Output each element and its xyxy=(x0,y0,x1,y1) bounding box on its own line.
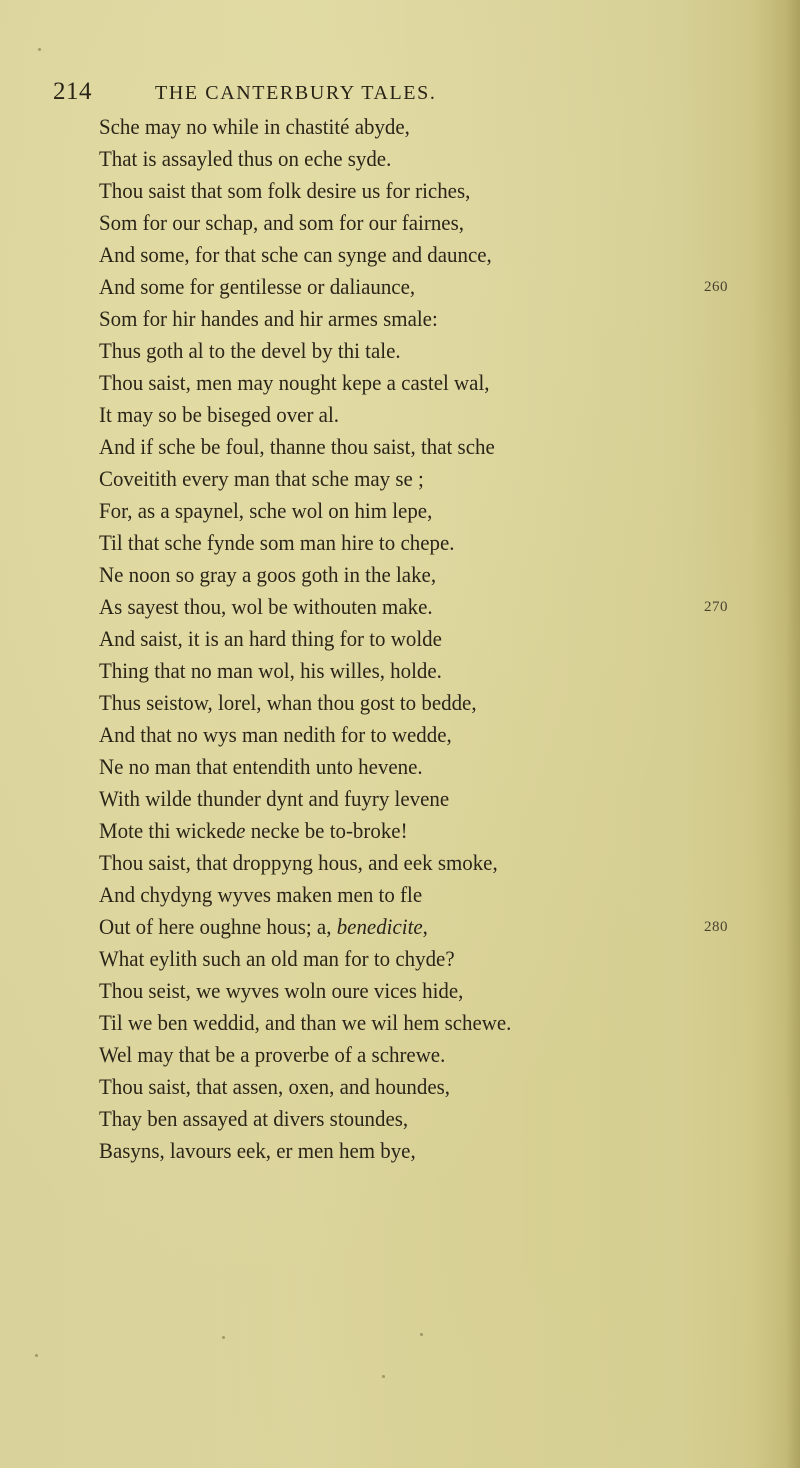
verse-text: Ne no man that entendith unto hevene. xyxy=(99,754,423,779)
verse-line xyxy=(99,303,779,335)
paper-speck xyxy=(382,1375,385,1378)
verse-line xyxy=(99,175,779,207)
verse-line xyxy=(99,655,779,687)
verse-line xyxy=(99,687,779,719)
verse-text: Thay ben assayed at divers stoundes, xyxy=(99,1106,409,1131)
verse-line xyxy=(99,943,779,975)
line-number: 260 xyxy=(704,279,728,295)
verse-line xyxy=(99,271,779,303)
verse-line xyxy=(99,399,779,431)
verse-text: For, as a spaynel, sche wol on him lepe, xyxy=(99,498,433,523)
verse-text: Som for hir handes and hir armes smale: xyxy=(99,306,438,331)
verse-line xyxy=(99,239,779,271)
verse-line xyxy=(99,847,779,879)
verse-text: And that no wys man nedith for to wedde, xyxy=(99,722,452,747)
verse-block xyxy=(99,111,779,1167)
verse-text: Til we ben weddid, and than we wil hem schewe. xyxy=(99,1010,512,1035)
verse-line xyxy=(99,111,779,143)
verse-line xyxy=(99,1135,779,1167)
paper-speck xyxy=(35,1354,38,1357)
verse-text: As sayest thou, wol be withouten make. xyxy=(99,594,433,619)
verse-text: Til that sche fynde som man hire to chepe. xyxy=(99,530,455,555)
verse-line xyxy=(99,623,779,655)
verse-text: Mote thi wickede necke be to-broke! xyxy=(99,818,408,843)
verse-line xyxy=(99,495,779,527)
verse-text: Basyns, lavours eek, er men hem bye, xyxy=(99,1138,416,1163)
verse-text: Som for our schap, and som for our fairnes, xyxy=(99,210,464,235)
verse-text: Thus seistow, lorel, whan thou gost to bedde, xyxy=(99,690,477,715)
verse-line xyxy=(99,783,779,815)
verse-line xyxy=(99,463,779,495)
verse-line xyxy=(99,207,779,239)
verse-line xyxy=(99,911,779,943)
verse-line xyxy=(99,559,779,591)
verse-line xyxy=(99,143,779,175)
verse-text: Thou saist, that assen, oxen, and houndes, xyxy=(99,1074,451,1099)
verse-text: And chydyng wyves maken men to fle xyxy=(99,882,423,907)
line-number: 270 xyxy=(704,599,728,615)
verse-text: Sche may no while in chastité abyde, xyxy=(99,114,410,139)
verse-text: Wel may that be a proverbe of a schrewe. xyxy=(99,1042,446,1067)
verse-line xyxy=(99,527,779,559)
paper-speck xyxy=(38,48,41,51)
verse-text: Thou saist, men may nought kepe a castel wal, xyxy=(99,370,490,395)
verse-line xyxy=(99,1071,779,1103)
page-number: 214 xyxy=(53,78,92,105)
verse-line xyxy=(99,1007,779,1039)
verse-text: Thou saist, that droppyng hous, and eek smoke, xyxy=(99,850,498,875)
verse-line xyxy=(99,879,779,911)
paper-speck xyxy=(420,1333,423,1336)
running-head xyxy=(53,74,753,110)
verse-line xyxy=(99,335,779,367)
running-title: THE CANTERBURY TALES. xyxy=(155,82,437,104)
verse-line xyxy=(99,719,779,751)
verse-line xyxy=(99,367,779,399)
verse-text: And saist, it is an hard thing for to wolde xyxy=(99,626,442,651)
verse-text: And some for gentilesse or daliaunce, xyxy=(99,274,416,299)
verse-line xyxy=(99,591,779,623)
verse-line xyxy=(99,431,779,463)
verse-line xyxy=(99,815,779,847)
verse-text: Out of here oughne hous; a, benedicite, xyxy=(99,914,428,939)
verse-text: With wilde thunder dynt and fuyry levene xyxy=(99,786,450,811)
verse-text: And if sche be foul, thanne thou saist, that sche xyxy=(99,434,495,459)
verse-text: What eylith such an old man for to chyde? xyxy=(99,946,455,971)
verse-text: That is assayled thus on eche syde. xyxy=(99,146,392,171)
verse-text: Thing that no man wol, his willes, holde. xyxy=(99,658,442,683)
verse-text: Coveitith every man that sche may se ; xyxy=(99,466,424,491)
verse-text: Thou seist, we wyves woln oure vices hide, xyxy=(99,978,464,1003)
verse-text: Thou saist that som folk desire us for riches, xyxy=(99,178,471,203)
verse-text: Ne noon so gray a goos goth in the lake, xyxy=(99,562,437,587)
verse-text: It may so be biseged over al. xyxy=(99,402,339,427)
line-number: 280 xyxy=(704,919,728,935)
verse-line xyxy=(99,975,779,1007)
verse-line xyxy=(99,751,779,783)
verse-line xyxy=(99,1103,779,1135)
verse-text: Thus goth al to the devel by thi tale. xyxy=(99,338,401,363)
verse-text: And some, for that sche can synge and daunce, xyxy=(99,242,492,267)
paper-speck xyxy=(222,1336,225,1339)
page-edge-shadow xyxy=(786,0,800,1468)
verse-line xyxy=(99,1039,779,1071)
